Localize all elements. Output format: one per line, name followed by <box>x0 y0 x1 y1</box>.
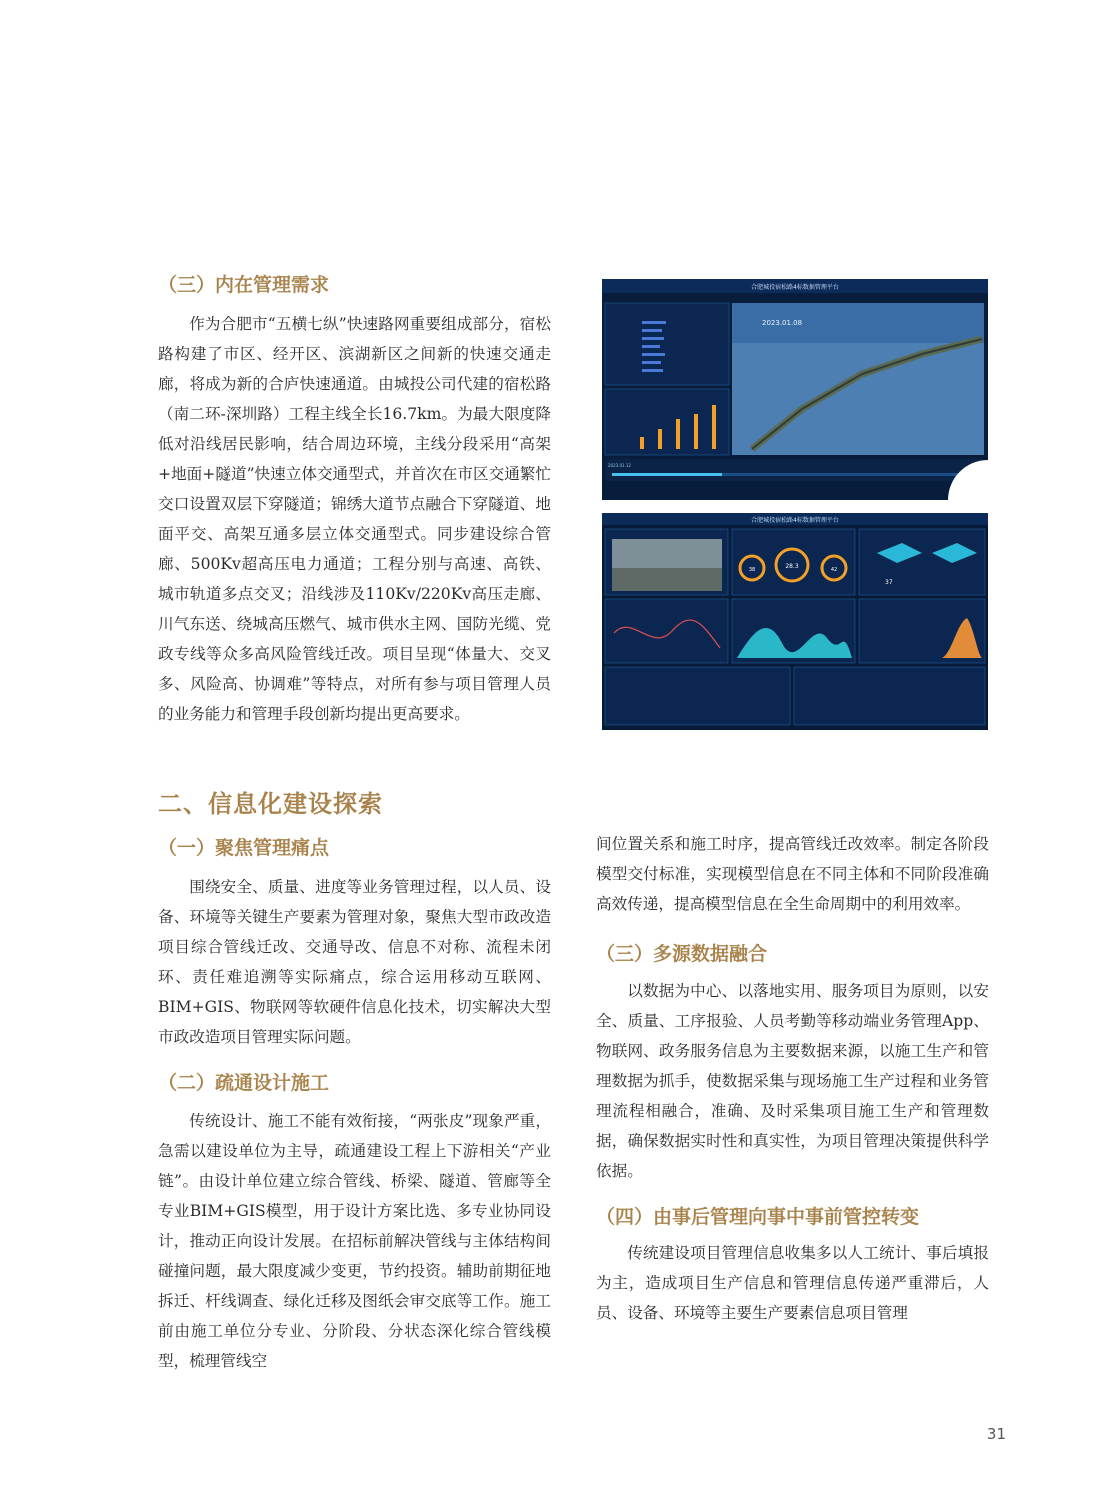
gauge-value: 42 <box>830 567 838 573</box>
section-pain-points <box>158 835 551 1376</box>
date-label: 2023.01.08 <box>762 319 803 327</box>
platform-title: 合肥城投宿松路4标数据管理平台 <box>751 284 839 291</box>
section-paragraph-continued: 间位置关系和施工时序，提高管线迁改效率。制定各阶段模型交付标准，实现模型信息在不同主体和不同阶段准确高效传递，提高模型信息在全生命周期中的利用效率。 <box>596 835 989 913</box>
section-title: （三）多源数据融合 <box>596 943 768 965</box>
section-paragraph: 传统设计、施工不能有效衔接，“两张皮”现象严重，急需以建设单位为主导，疏通建设工程上下游相关“产业链”。由设计单位建立综合管线、桥梁、隧道、管廊等全专业BIM+GIS模型，用于设计方案比选、多专业协同设计，推动正向设计发展。在招标前解决管线与主体结构间碰撞问题，最大限度减少变更，节约投资。辅助前期征地拆迁、杆线调查、绿化迁移及图纸会审交底等工作。施工前由施工单位分专业、分阶段、分状态深化综合管线模型，梳理管线空 <box>158 1112 551 1371</box>
gauge-value: 38 <box>748 567 756 573</box>
section-paragraph: 传统建设项目管理信息收集多以人工统计、事后填报为主，造成项目生产信息和管理信息传递严重滞后，人员、设备、环境等主要生产要素信息项目管理 <box>596 1244 989 1323</box>
page-number: 31 <box>986 1425 1006 1443</box>
platform-screenshot-dashboard <box>602 513 988 730</box>
section-title: （三）内在管理需求 <box>158 274 330 296</box>
section-internal-needs <box>158 272 551 729</box>
section-title: （二）疏通设计施工 <box>158 1071 330 1094</box>
section-paragraph: 围绕安全、质量、进度等业务管理过程，以人员、设备、环境等关键生产要素为管理对象，聚焦大型市政改造项目综合管线迁改、交通导改、信息不对称、流程未闭环、责任难追溯等实际痛点，综合运用移动互联网、BIM+GIS、物联网等软硬件信息化技术，切实解决大型市政改造项目管理实际问题。 <box>158 877 551 1046</box>
platform-title: 合肥城投宿松路4标数据管理平台 <box>751 517 839 524</box>
date-label: 2023.01.12 <box>608 463 631 468</box>
section-paragraph: 以数据为中心、以落地实用、服务项目为原则，以安全、质量、工序报验、人员考勤等移动端业务管理App、物联网、政务服务信息为主要数据来源，以施工生产和管理数据为抓手，使数据采集与现场施工生产过程和业务管理流程相融合，准确、及时采集项目施工生产和管理数据，确保数据实时性和真实性，为项目管理决策提供科学依据。 <box>596 981 989 1180</box>
right-column <box>596 829 989 1328</box>
gauge-value: 28.3 <box>785 563 799 570</box>
platform-screenshot-bridge <box>602 279 988 500</box>
count-value: 37 <box>885 579 893 586</box>
section-paragraph: 作为合肥市“五横七纵”快速路网重要组成部分，宿松路构建了市区、经开区、滨湖新区之间新的快速交通走廊，将成为新的合庐快速通道。由城投公司代建的宿松路（南二环-深圳路）工程主线全长16.7km。为最大限度降低对沿线居民影响，结合周边环境，主线分段采用“高架+地面+隧道”快速立体交通型式，并首次在市区交通繁忙交口设置双层下穿隧道；锦绣大道节点融合下穿隧道、地面平交、高架互通多层立体交通型式。同步建设综合管廊、500Kv超高压电力通道；工程分别与高速、高铁、城市轨道多点交叉；沿线涉及110Kv/220Kv高压走廊、川气东送、绕城高压燃气、城市供水主网、国防光缆、党政专线等众多高风险管线迁改。项目呈现“体量大、交叉多、风险高、协调难”等特点，对所有参与项目管理人员的业务能力和管理手段创新均提出更高要求。 <box>158 314 551 723</box>
section-title: （四）由事后管理向事中事前管控转变 <box>596 1205 920 1228</box>
chapter-title: 二、信息化建设探索 <box>158 790 383 818</box>
section-title: （一）聚焦管理痛点 <box>158 837 330 859</box>
screenshot-graphic <box>602 279 988 500</box>
screenshot-graphic <box>602 513 988 730</box>
